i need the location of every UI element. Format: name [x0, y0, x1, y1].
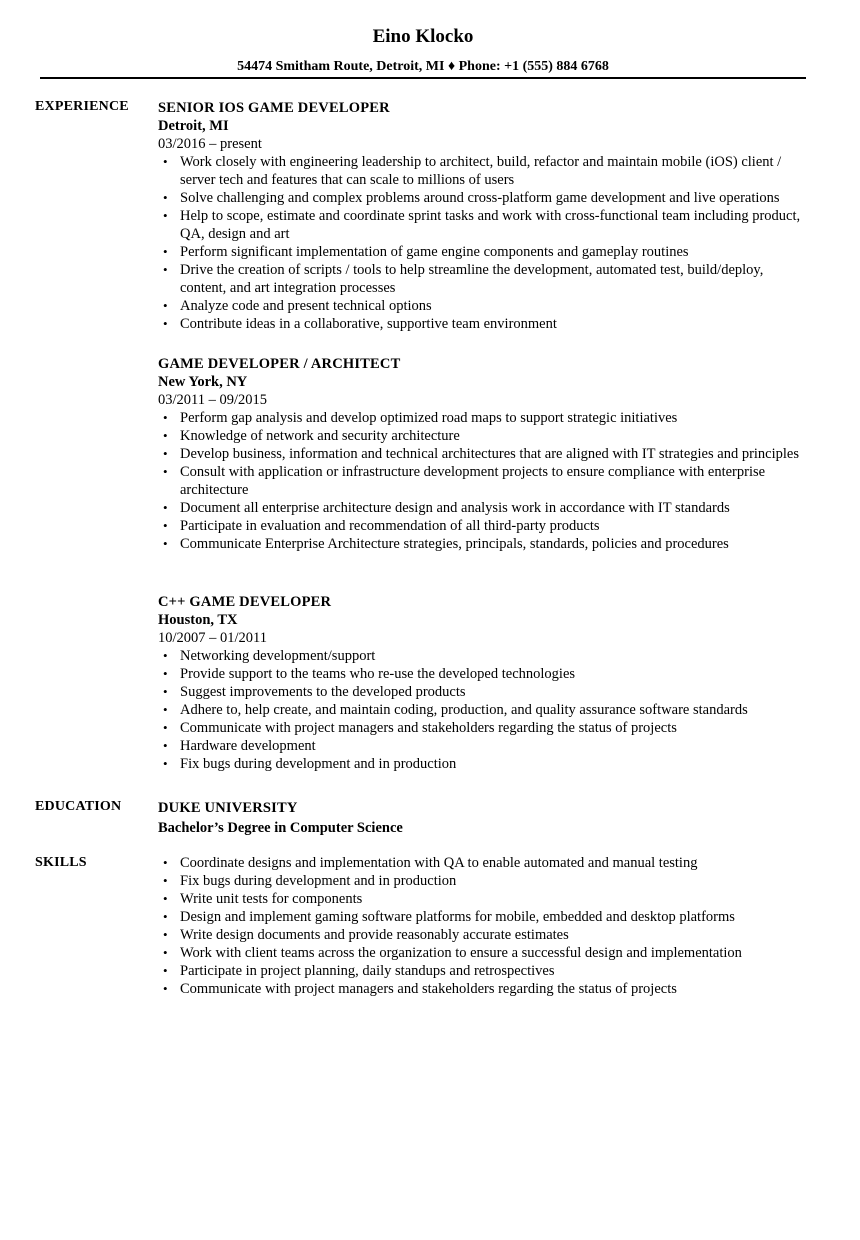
- bullet-text: Participate in evaluation and recommendation of all third-party products: [180, 518, 600, 534]
- list-item: [158, 535, 808, 553]
- job-location: Detroit, MI: [158, 118, 229, 134]
- bullet-icon: •: [163, 298, 168, 313]
- bullet-icon: •: [163, 963, 168, 978]
- skill-text: Coordinate designs and implementation with QA to enable automated and manual testing: [180, 855, 698, 871]
- list-item: [158, 701, 808, 719]
- bullet-icon: •: [163, 154, 168, 169]
- bullet-icon: •: [163, 720, 168, 735]
- list-item: [158, 872, 808, 890]
- skills-heading: SKILLS: [35, 855, 87, 870]
- skill-text: Design and implement gaming software platforms for mobile, embedded and desktop platforms: [180, 909, 735, 925]
- bullet-text: Help to scope, estimate and coordinate sprint tasks and work with cross-functional team including product, QA, design and art: [180, 208, 801, 242]
- job-dates: 03/2016 – present: [158, 136, 262, 152]
- bullet-text: Knowledge of network and security architecture: [180, 428, 460, 444]
- job-location: Houston, TX: [158, 612, 238, 628]
- bullet-text: Networking development/support: [180, 648, 376, 664]
- bullet-icon: •: [163, 410, 168, 425]
- list-item: [158, 409, 808, 427]
- bullet-icon: •: [163, 464, 168, 479]
- bullet-icon: •: [163, 702, 168, 717]
- contact-line: 54474 Smitham Route, Detroit, MI ♦ Phone: +1 (555) 884 6768: [237, 59, 609, 74]
- bullet-text: Analyze code and present technical options: [180, 298, 432, 314]
- bullet-icon: •: [163, 518, 168, 533]
- job-title: GAME DEVELOPER / ARCHITECT: [158, 356, 401, 372]
- job-title: SENIOR IOS GAME DEVELOPER: [158, 100, 390, 116]
- bullet-icon: •: [163, 909, 168, 924]
- list-item: [158, 719, 808, 737]
- bullet-text: Hardware development: [180, 738, 316, 754]
- bullet-text: Work closely with engineering leadership to architect, build, refactor and maintain mobile (iOS) client / server tech and features that can scale to millions of users: [180, 154, 782, 188]
- bullet-icon: •: [163, 738, 168, 753]
- list-item: [158, 463, 808, 499]
- job-location: New York, NY: [158, 374, 248, 390]
- list-item: [158, 517, 808, 535]
- bullet-text: Contribute ideas in a collaborative, supportive team environment: [180, 316, 557, 332]
- list-item: [158, 189, 808, 207]
- list-item: [158, 297, 808, 315]
- job-entry: [158, 99, 808, 333]
- skill-text: Work with client teams across the organization to ensure a successful design and implementation: [180, 945, 742, 961]
- list-item: [158, 427, 808, 445]
- bullet-text: Perform gap analysis and develop optimized road maps to support strategic initiatives: [180, 410, 678, 426]
- job-entry: [158, 593, 808, 773]
- bullet-text: Consult with application or infrastructure development projects to ensure compliance with enterprise architecture: [180, 464, 766, 498]
- list-item: [158, 737, 808, 755]
- education-entry: [158, 799, 808, 837]
- list-item: [158, 243, 808, 261]
- skill-text: Write unit tests for components: [180, 891, 363, 907]
- bullet-icon: •: [163, 756, 168, 771]
- bullet-icon: •: [163, 891, 168, 906]
- skill-text: Fix bugs during development and in production: [180, 873, 457, 889]
- bullet-text: Fix bugs during development and in production: [180, 756, 457, 772]
- bullet-icon: •: [163, 536, 168, 551]
- header-divider: [40, 77, 806, 79]
- list-item: [158, 665, 808, 683]
- bullet-icon: •: [163, 500, 168, 515]
- job-title: C++ GAME DEVELOPER: [158, 594, 332, 610]
- bullet-text: Document all enterprise architecture design and analysis work in accordance with IT standards: [180, 500, 730, 516]
- list-item: [158, 683, 808, 701]
- bullet-icon: •: [163, 244, 168, 259]
- job-entry: [158, 355, 808, 553]
- bullet-icon: •: [163, 945, 168, 960]
- list-item: [158, 890, 808, 908]
- list-item: [158, 207, 808, 243]
- list-item: [158, 261, 808, 297]
- bullet-text: Solve challenging and complex problems around cross-platform game development and live operations: [180, 190, 780, 206]
- list-item: [158, 755, 808, 773]
- bullet-text: Develop business, information and technical architectures that are aligned with IT strategies and principles: [180, 446, 799, 462]
- list-item: [158, 315, 808, 333]
- bullet-icon: •: [163, 262, 168, 277]
- job-bullet-list: [158, 153, 808, 333]
- list-item: [158, 647, 808, 665]
- job-bullet-list: [158, 647, 808, 773]
- bullet-icon: •: [163, 684, 168, 699]
- list-item: [158, 980, 808, 998]
- bullet-icon: •: [163, 446, 168, 461]
- bullet-icon: •: [163, 428, 168, 443]
- list-item: [158, 854, 808, 872]
- job-bullet-list: [158, 409, 808, 553]
- list-item: [158, 908, 808, 926]
- list-item: [158, 944, 808, 962]
- list-item: [158, 153, 808, 189]
- bullet-icon: •: [163, 981, 168, 996]
- bullet-icon: •: [163, 190, 168, 205]
- list-item: [158, 445, 808, 463]
- skill-text: Write design documents and provide reasonably accurate estimates: [180, 927, 569, 943]
- skill-text: Participate in project planning, daily standups and retrospectives: [180, 963, 555, 979]
- bullet-icon: •: [163, 927, 168, 942]
- bullet-text: Drive the creation of scripts / tools to help streamline the development, automated test, build/deploy, content, and art integration processes: [180, 262, 764, 296]
- bullet-icon: •: [163, 316, 168, 331]
- education-heading: EDUCATION: [35, 799, 122, 814]
- bullet-text: Adhere to, help create, and maintain coding, production, and quality assurance software standards: [180, 702, 748, 718]
- school-name: DUKE UNIVERSITY: [158, 800, 298, 816]
- bullet-icon: •: [163, 648, 168, 663]
- candidate-name: Eino Klocko: [372, 26, 474, 47]
- list-item: [158, 926, 808, 944]
- degree: Bachelor’s Degree in Computer Science: [158, 820, 403, 836]
- list-item: [158, 962, 808, 980]
- bullet-text: Provide support to the teams who re-use the developed technologies: [180, 666, 576, 682]
- skills-list: [158, 854, 808, 998]
- experience-heading: EXPERIENCE: [35, 99, 129, 114]
- job-dates: 10/2007 – 01/2011: [158, 630, 268, 646]
- bullet-text: Communicate Enterprise Architecture strategies, principals, standards, policies and procedures: [180, 536, 729, 552]
- bullet-text: Communicate with project managers and stakeholders regarding the status of projects: [180, 720, 677, 736]
- bullet-icon: •: [163, 855, 168, 870]
- job-dates: 03/2011 – 09/2015: [158, 392, 268, 408]
- skill-text: Communicate with project managers and stakeholders regarding the status of projects: [180, 981, 677, 997]
- skills-entry: [158, 854, 808, 998]
- bullet-icon: •: [163, 873, 168, 888]
- list-item: [158, 499, 808, 517]
- bullet-text: Perform significant implementation of game engine components and gameplay routines: [180, 244, 689, 260]
- bullet-text: Suggest improvements to the developed products: [180, 684, 466, 700]
- bullet-icon: •: [163, 666, 168, 681]
- bullet-icon: •: [163, 208, 168, 223]
